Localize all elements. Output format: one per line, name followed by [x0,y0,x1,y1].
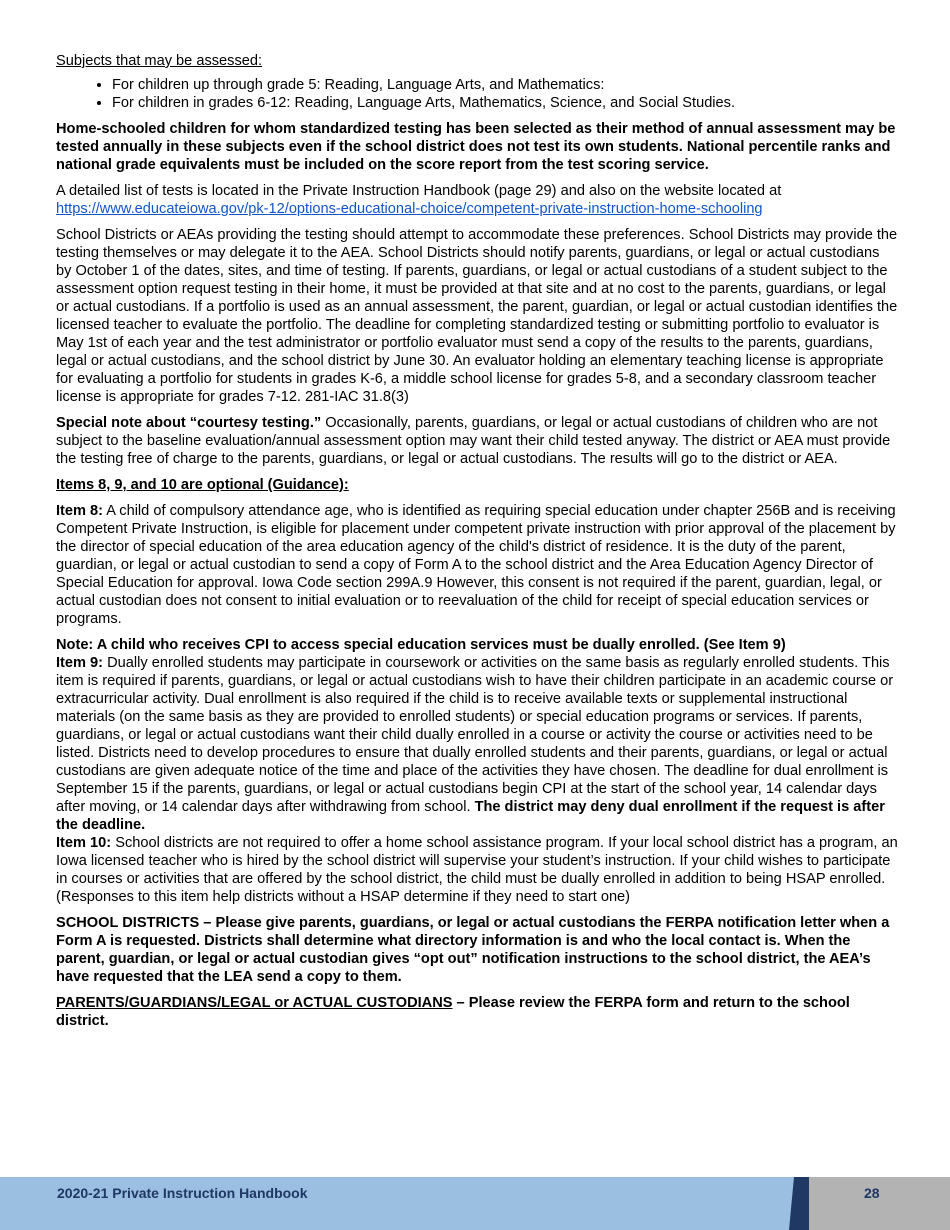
parents-note-lead: PARENTS/GUARDIANS/LEGAL or ACTUAL CUSTODIANS [56,995,453,1011]
optional-heading: Items 8, 9, and 10 are optional (Guidance): [56,477,349,493]
parents-note [56,994,898,1030]
item9-bold-tail: The district may deny dual enrollment if the request is after the deadline. [56,799,885,833]
list-item: • For children in grades 6-12: Reading, Language Arts, Mathematics, Science, and Social Studies. [112,94,898,112]
item8-text: A child of compulsory attendance age, who is identified as requiring special education under chapter 256B and is receiving Competent Private Instruction, is eligible for placement under competent private instruction with prior approval of the placement by the director of special education of the area education agency of the child's district of residence. It is the duty of the parent, guardian, or legal or actual custodian to send a copy of Form A to the school district and the Area Education Agency Director of Special Education for approval. Iowa Code section 299A.9 However, this consent is not required if the parent, guardian, legal, or actual custodian does not consent to initial evaluation or to reevaluation of the child for receipt of special education services or programs. [56,503,896,627]
tests-website-link[interactable]: https://www.educateiowa.gov/pk-12/options-educational-choice/competent-private-instruction-home-schooling [56,201,763,217]
page-content [56,52,898,1038]
footer-accent-shape [789,1177,809,1230]
subjects-heading: Subjects that may be assessed: [56,53,263,69]
school-districts-note: SCHOOL DISTRICTS – Please give parents, guardians, or legal or actual custodians the FERPA notification letter when a Form A is requested. Districts shall determine what directory information is and who the local contact is. When the parent, guardian, or legal or actual custodian gives “opt out” notification instructions to the school district, the AEA’s have requested that the LEA send a copy to them. [56,915,890,985]
parents-note-text: – Please review the FERPA form and return to the school district. [56,995,850,1029]
item10-lead: Item 10: [56,835,112,851]
tests-list-text: A detailed list of tests is located in the Private Instruction Handbook (page 29) and also on the website located at [56,183,782,199]
footer-title: 2020-21 Private Instruction Handbook [57,1185,308,1201]
courtesy-paragraph [56,414,898,468]
page-footer [0,1177,950,1230]
courtesy-text: Occasionally, parents, guardians, or legal or actual custodians of children who are not subject to the baseline evaluation/annual assessment option may want their child tested anyway. The district or AEA must provide the testing free of charge to the parents, guardians, or legal or actual custodians. The results will go to the district or AEA. [56,415,891,467]
subjects-list [56,76,898,112]
districts-paragraph: School Districts or AEAs providing the testing should attempt to accommodate these preferences. School Districts may provide the testing themselves or may delegate it to the AEA. School Districts should notify parents, guardians, or legal or actual custodians by October 1 of the dates, sites, and time of testing. If parents, guardians, or legal or actual custodians of a student subject to the assessment option request testing in their home, it must be provided at that site and at no cost to the parents, guardians, or legal or actual custodians. If a portfolio is used as an annual assessment, the parent, guardian, or legal or actual custodian identifies the licensed teacher to evaluate the portfolio. The deadline for completing standardized testing or submitting portfolio to evaluator is May 1st of each year and the test administrator or portfolio evaluator must send a copy of the results to the parents, guardians, legal or actual custodians, and the school district by June 30. An evaluator holding an elementary teaching license is appropriate for evaluating a portfolio for students in grades K-6, a middle school license for grades 5-8, and a secondary classroom teacher license is appropriate for grades 7-12. 281-IAC 31.8(3) [56,227,898,405]
item8-paragraph [56,502,898,628]
item10-paragraph [56,834,898,906]
page-number: 28 [864,1185,880,1201]
item9-lead: Item 9: [56,655,104,671]
item10-text: School districts are not required to offer a home school assistance program. If your local school district has a program, an Iowa licensed teacher who is hired by the school district will supervise your student’s instruction. If your child wishes to participate in courses or activities that are offered by the school district, the child must be dually enrolled in addition to being HSAP enrolled. (Responses to this item help districts without a HSAP determine if they need to start one) [56,835,898,905]
item9-paragraph [56,654,898,834]
homeschool-note: Home-schooled children for whom standardized testing has been selected as their method of annual assessment may be tested annually in these subjects even if the school district does not test its own students. National percentile ranks and national grade equivalents must be included on the score report from the test scoring service. [56,121,896,173]
courtesy-lead: Special note about “courtesy testing.” [56,415,322,431]
tests-list-paragraph [56,182,898,218]
item9-text: Dually enrolled students may participate in coursework or activities on the same basis as regularly enrolled students. This item is required if parents, guardians, or legal or actual custodians wish to have their children participate in an academic course or extracurricular activity. Dual enrollment is also required if the child is to receive available texts or supplemental instructional materials (on the same basis as they are provided to enrolled students) or special education programs or services. If parents, guardians, or legal or actual custodians want their child dually enrolled in a course or activity the course or activities need to be listed. Districts need to develop procedures to ensure that dually enrolled students and their parents, guardians, or legal or actual custodians are given adequate notice of the time and place of the activities they have chosen. The deadline for dual enrollment is September 15 if the parents, guardians, or legal or actual custodians begin CPI at the start of the school year, 14 calendar days after moving, or 14 calendar days after withdrawing from school. [56,655,894,815]
list-item: • For children up through grade 5: Reading, Language Arts, and Mathematics: [112,76,898,94]
note-dual-enrollment: Note: A child who receives CPI to access special education services must be dually enrolled. (See Item 9) [56,637,786,653]
item8-lead: Item 8: [56,503,104,519]
